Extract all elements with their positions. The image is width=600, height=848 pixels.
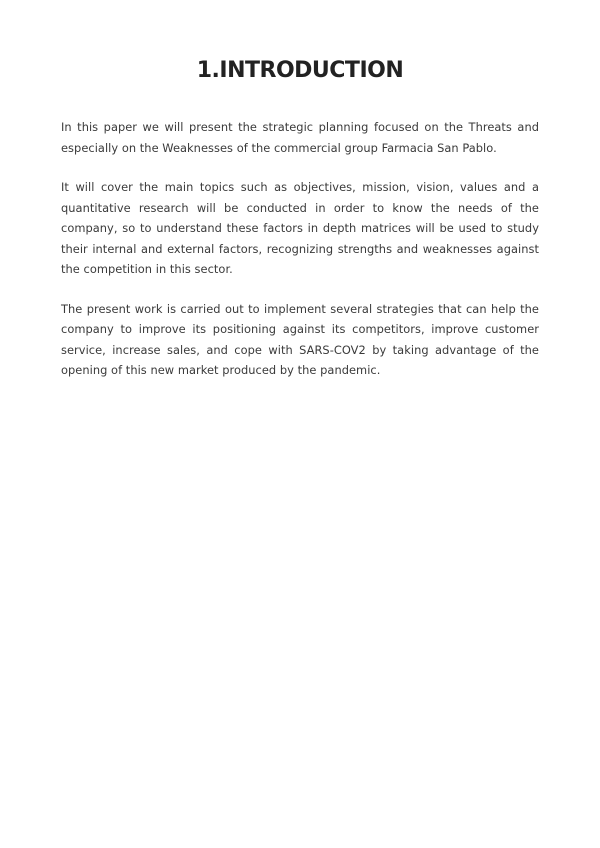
paragraph-intro: In this paper we will present the strategic planning focused on the Threats and especially on the Weaknesses of the commercial group Farmacia San Pablo. [61,120,539,155]
paragraph-topics: It will cover the main topics such as objectives, mission, vision, values and a quantitative research will be conducted in order to know the needs of the company, so to understand these factors in depth matrices will be used to study their internal and external factors, recognizing strengths and weaknesses against the competition in this sector. [61,180,539,276]
paragraph-purpose: The present work is carried out to implement several strategies that can help the company to improve its positioning against its competitors, improve customer service, increase sales, and cope with SARS-COV2 by taking advantage of the opening of this new market produced by the pandemic. [61,301,539,377]
section-title: 1.INTRODUCTION [196,58,404,83]
section-body [61,117,539,400]
